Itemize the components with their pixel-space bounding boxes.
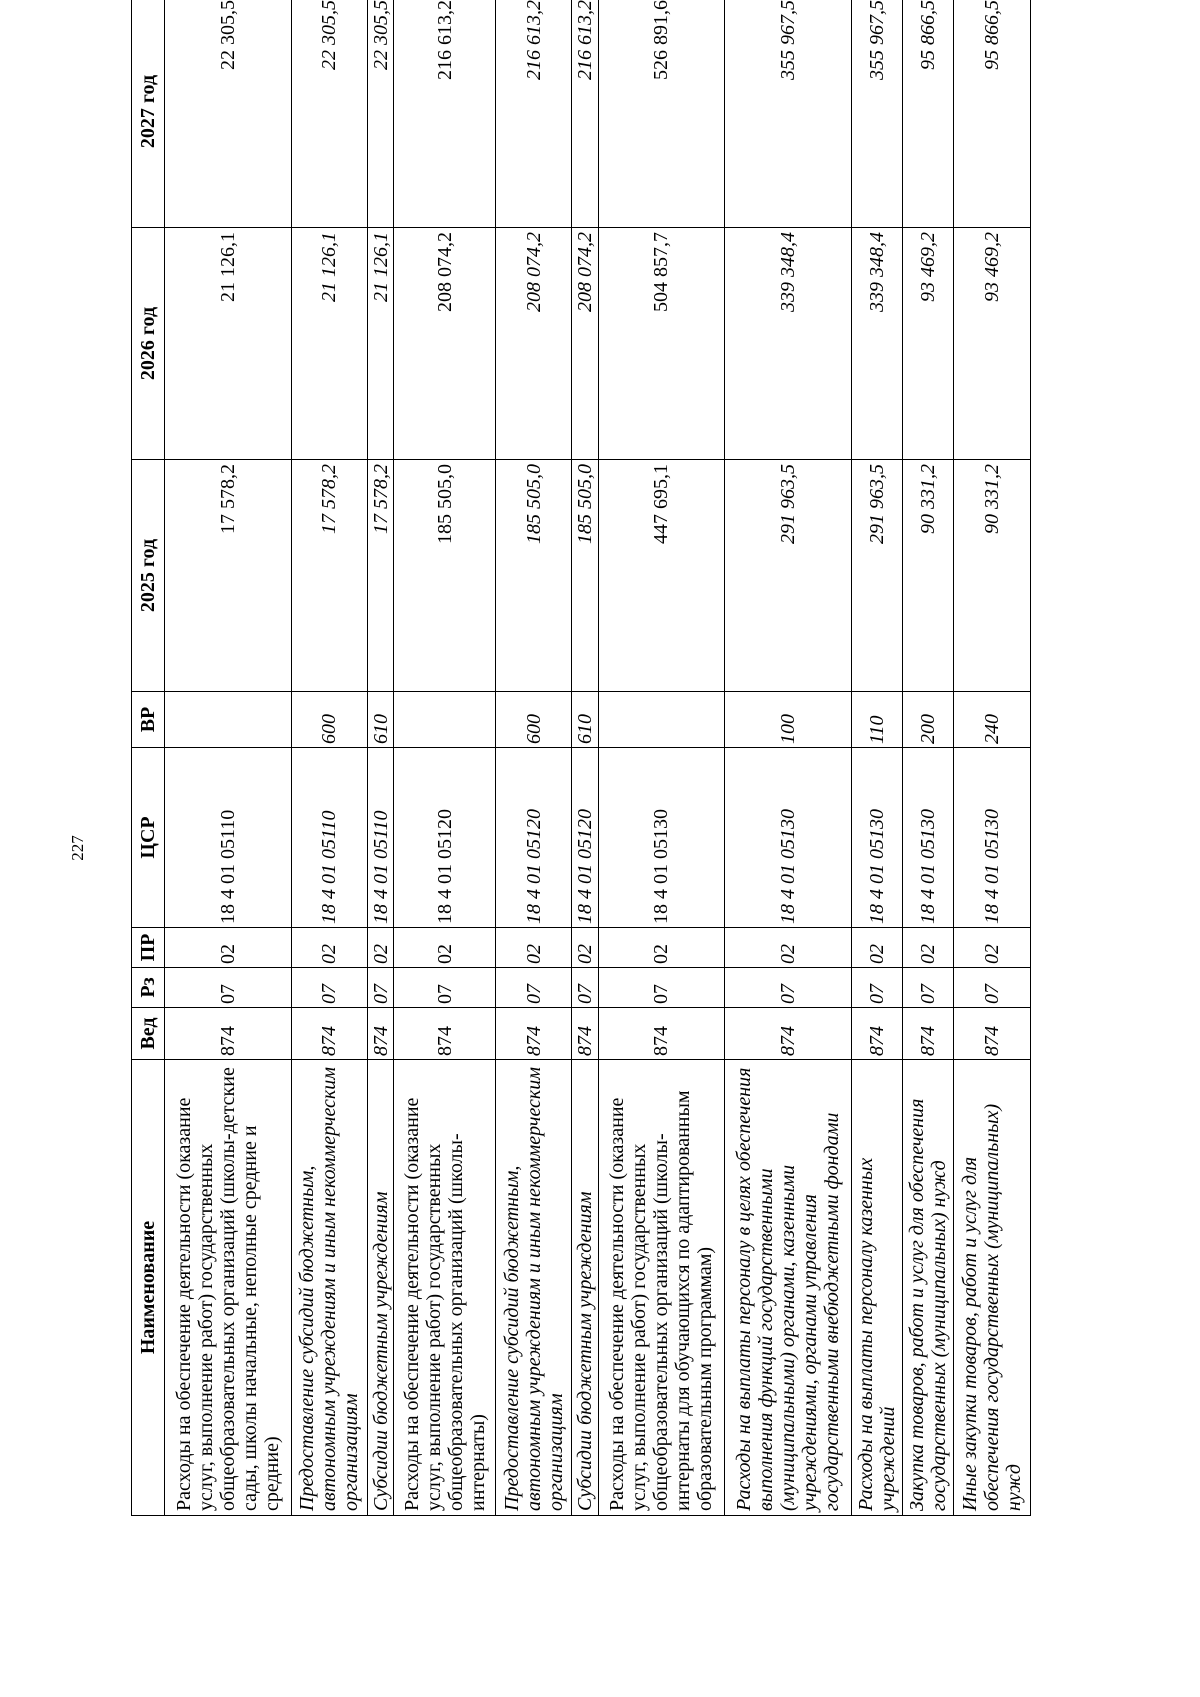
header-ved: Вед	[132, 1008, 165, 1060]
cell-pr: 02	[572, 928, 598, 968]
cell-2027: 95 866,5	[903, 0, 954, 228]
cell-csr: 18 4 01 05130	[598, 748, 725, 928]
cell-csr: 18 4 01 05130	[725, 748, 852, 928]
cell-vr: 610	[368, 692, 394, 748]
cell-vr: 100	[725, 692, 852, 748]
cell-2027: 355 967,5	[725, 0, 852, 228]
header-name: Наименование	[132, 1060, 165, 1516]
cell-name: Субсидии бюджетным учреждениям	[572, 1060, 598, 1516]
table-row	[368, 0, 394, 1516]
cell-ved: 874	[394, 1008, 496, 1060]
cell-rz: 07	[851, 968, 902, 1008]
cell-rz: 07	[495, 968, 571, 1008]
table-row	[598, 0, 725, 1516]
cell-2025: 291 963,5	[725, 460, 852, 692]
cell-name: Иные закупки товаров, работ и услуг для обеспечения государственных (муниципальных) нужд	[954, 1060, 1031, 1516]
cell-name: Расходы на обеспечение деятельности (оказание услуг, выполнение работ) государственных общеобразовательных организаций (школы-интернаты)	[394, 1060, 496, 1516]
table-body	[165, 0, 1031, 1516]
cell-csr: 18 4 01 05130	[851, 748, 902, 928]
cell-rz: 07	[394, 968, 496, 1008]
cell-2025: 90 331,2	[954, 460, 1031, 692]
cell-name: Закупка товаров, работ и услуг для обеспечения государственных (муниципальных) нужд	[903, 1060, 954, 1516]
cell-vr: 600	[495, 692, 571, 748]
table-row	[725, 0, 852, 1516]
cell-2026: 504 857,7	[598, 228, 725, 460]
cell-rz: 07	[572, 968, 598, 1008]
cell-2025: 447 695,1	[598, 460, 725, 692]
cell-2026: 93 469,2	[903, 228, 954, 460]
cell-name: Расходы на выплаты персоналу в целях обеспечения выполнения функций государственными (муниципальными) органами, казенными учреждениями, органами управления государственными внебюджетными фондами	[725, 1060, 852, 1516]
cell-2025: 185 505,0	[572, 460, 598, 692]
cell-csr: 18 4 01 05120	[572, 748, 598, 928]
cell-ved: 874	[572, 1008, 598, 1060]
cell-pr: 02	[598, 928, 725, 968]
cell-rz: 07	[368, 968, 394, 1008]
cell-rz: 07	[954, 968, 1031, 1008]
budget-table	[131, 0, 1031, 1516]
header-2027: 2027 год	[132, 0, 165, 228]
cell-rz: 07	[903, 968, 954, 1008]
cell-pr: 02	[291, 928, 367, 968]
cell-ved: 874	[598, 1008, 725, 1060]
cell-2026: 21 126,1	[368, 228, 394, 460]
table-row	[572, 0, 598, 1516]
cell-ved: 874	[165, 1008, 292, 1060]
cell-ved: 874	[291, 1008, 367, 1060]
cell-2025: 17 578,2	[291, 460, 367, 692]
cell-vr: 200	[903, 692, 954, 748]
cell-vr	[165, 692, 292, 748]
cell-2026: 208 074,2	[572, 228, 598, 460]
cell-name: Предоставление субсидий бюджетным, автономным учреждениям и иным некоммерческим организациям	[291, 1060, 367, 1516]
cell-2027: 22 305,5	[165, 0, 292, 228]
cell-ved: 874	[903, 1008, 954, 1060]
cell-2026: 208 074,2	[394, 228, 496, 460]
cell-2025: 185 505,0	[495, 460, 571, 692]
cell-pr: 02	[368, 928, 394, 968]
cell-2027: 216 613,2	[495, 0, 571, 228]
cell-2027: 526 891,6	[598, 0, 725, 228]
cell-csr: 18 4 01 05110	[368, 748, 394, 928]
table-row	[495, 0, 571, 1516]
cell-csr: 18 4 01 05110	[165, 748, 292, 928]
cell-csr: 18 4 01 05110	[291, 748, 367, 928]
cell-vr: 240	[954, 692, 1031, 748]
table-row	[394, 0, 496, 1516]
table-row	[291, 0, 367, 1516]
cell-pr: 02	[394, 928, 496, 968]
header-csr: ЦСР	[132, 748, 165, 928]
cell-2027: 22 305,5	[291, 0, 367, 228]
cell-name: Расходы на выплаты персоналу казенных учреждений	[851, 1060, 902, 1516]
cell-2025: 90 331,2	[903, 460, 954, 692]
table-row	[851, 0, 902, 1516]
cell-pr: 02	[851, 928, 902, 968]
cell-2025: 17 578,2	[165, 460, 292, 692]
cell-vr: 110	[851, 692, 902, 748]
cell-2025: 17 578,2	[368, 460, 394, 692]
cell-2026: 339 348,4	[725, 228, 852, 460]
cell-csr: 18 4 01 05120	[495, 748, 571, 928]
cell-vr: 610	[572, 692, 598, 748]
cell-vr: 600	[291, 692, 367, 748]
page-number: 227	[68, 835, 87, 861]
cell-pr: 02	[495, 928, 571, 968]
header-pr: ПР	[132, 928, 165, 968]
cell-2025: 185 505,0	[394, 460, 496, 692]
cell-2026: 21 126,1	[165, 228, 292, 460]
cell-name: Расходы на обеспечение деятельности (оказание услуг, выполнение работ) государственных общеобразовательных организаций (школы-детские сады, школы начальные, неполные средние и средние)	[165, 1060, 292, 1516]
header-row	[132, 0, 165, 1516]
cell-ved: 874	[851, 1008, 902, 1060]
cell-name: Предоставление субсидий бюджетным, автономным учреждениям и иным некоммерческим организациям	[495, 1060, 571, 1516]
cell-rz: 07	[725, 968, 852, 1008]
header-2026: 2026 год	[132, 228, 165, 460]
cell-csr: 18 4 01 05130	[903, 748, 954, 928]
cell-ved: 874	[368, 1008, 394, 1060]
cell-vr	[598, 692, 725, 748]
cell-2027: 22 305,5	[368, 0, 394, 228]
cell-2026: 339 348,4	[851, 228, 902, 460]
cell-2027: 216 613,2	[572, 0, 598, 228]
cell-2026: 21 126,1	[291, 228, 367, 460]
table-row	[165, 0, 292, 1516]
table-row	[954, 0, 1031, 1516]
cell-2027: 95 866,5	[954, 0, 1031, 228]
header-rz: Рз	[132, 968, 165, 1008]
cell-csr: 18 4 01 05130	[954, 748, 1031, 928]
cell-ved: 874	[954, 1008, 1031, 1060]
cell-name: Расходы на обеспечение деятельности (оказание услуг, выполнение работ) государственных общеобразовательных организаций (школы-интернаты для обучающихся по адаптированным образовательным программам)	[598, 1060, 725, 1516]
cell-pr: 02	[725, 928, 852, 968]
cell-rz: 07	[291, 968, 367, 1008]
header-vr: ВР	[132, 692, 165, 748]
cell-2027: 355 967,5	[851, 0, 902, 228]
cell-2026: 208 074,2	[495, 228, 571, 460]
cell-ved: 874	[725, 1008, 852, 1060]
cell-name: Субсидии бюджетным учреждениям	[368, 1060, 394, 1516]
cell-pr: 02	[903, 928, 954, 968]
cell-rz: 07	[598, 968, 725, 1008]
cell-ved: 874	[495, 1008, 571, 1060]
cell-2025: 291 963,5	[851, 460, 902, 692]
cell-pr: 02	[165, 928, 292, 968]
rotated-table-wrapper	[131, 0, 1031, 1516]
cell-2027: 216 613,2	[394, 0, 496, 228]
cell-vr	[394, 692, 496, 748]
cell-pr: 02	[954, 928, 1031, 968]
table-row	[903, 0, 954, 1516]
cell-rz: 07	[165, 968, 292, 1008]
cell-csr: 18 4 01 05120	[394, 748, 496, 928]
header-2025: 2025 год	[132, 460, 165, 692]
cell-2026: 93 469,2	[954, 228, 1031, 460]
